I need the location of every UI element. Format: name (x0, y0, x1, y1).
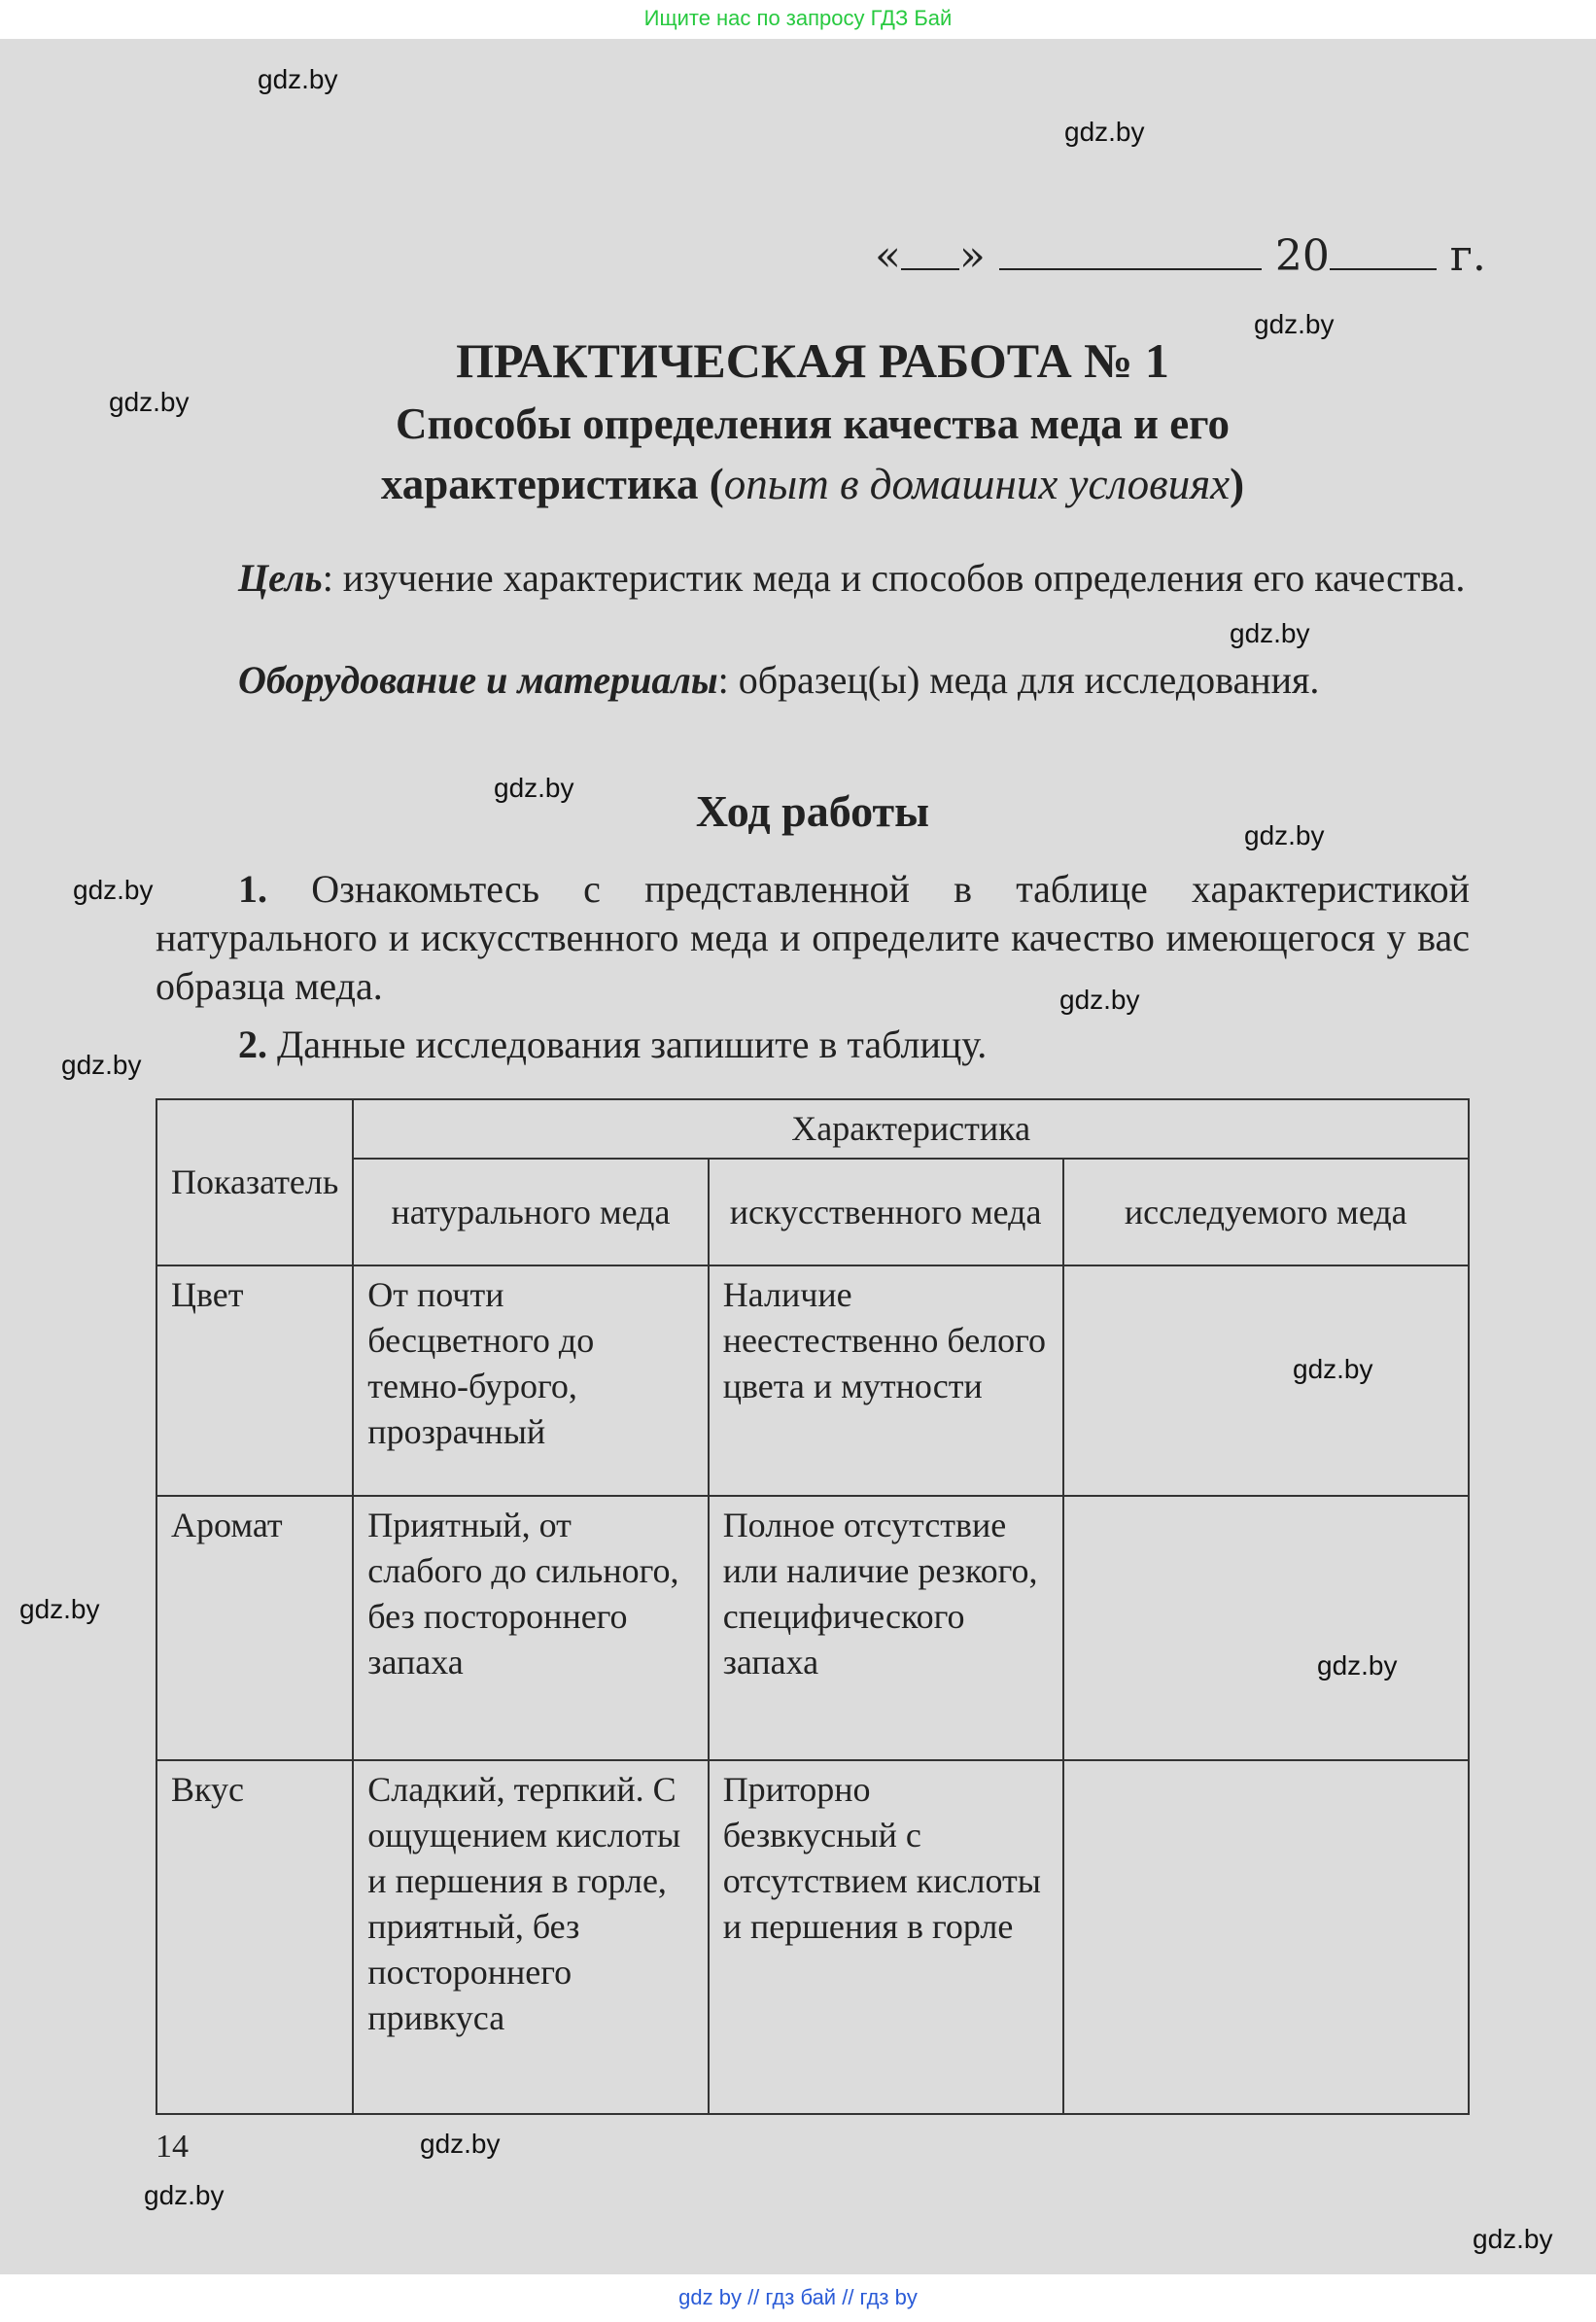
watermark: gdz.by (19, 1594, 100, 1624)
header-indicator: Показатель (156, 1099, 353, 1265)
watermark: gdz.by (1059, 985, 1140, 1015)
row-artificial: Полное отсутствие или наличие резкого, специфического запаха (709, 1496, 1063, 1760)
watermark: gdz.by (1293, 1354, 1373, 1384)
date-line (875, 231, 1486, 281)
procedure-heading: Ход работы (695, 786, 930, 836)
watermark: gdz.by (1254, 309, 1335, 339)
watermark: gdz.by (1244, 820, 1325, 850)
step-2-number: 2. (238, 1022, 267, 1066)
row-indicator: Цвет (156, 1265, 353, 1496)
goal-paragraph (156, 554, 1470, 603)
subtitle-line-1: Способы определения качества меда и его (395, 399, 1230, 448)
watermark: gdz.by (73, 875, 154, 905)
goal-text: : изучение характеристик меда и способов определения его качества. (322, 556, 1466, 600)
goal-label: Цель (238, 556, 323, 600)
date-close-quote: » (958, 231, 986, 281)
watermark: gdz.by (494, 773, 574, 803)
header-studied: исследуемого меда (1063, 1159, 1469, 1265)
watermark: gdz.by (258, 64, 338, 94)
watermark: gdz.by (420, 2129, 501, 2159)
row-studied[interactable] (1063, 1760, 1469, 2114)
row-natural: Сладкий, терпкий. С ощущением кислоты и першения в горле, приятный, без постороннего привкуса (353, 1760, 708, 2114)
table-row (156, 1760, 1469, 2114)
watermark: gdz.by (144, 2180, 225, 2210)
row-natural: Приятный, от слабого до сильного, без постороннего запаха (353, 1496, 708, 1760)
step-1-text: Ознакомьтесь с представленной в таблице характеристикой натурального и искусственного меда и определите качество имеющегося у вас образца меда. (156, 867, 1470, 1008)
subtitle-line-2: характеристика (опыт в домашних условиях) (380, 460, 1245, 508)
row-artificial: Приторно безвкусный с отсутствием кислоты и першения в горле (709, 1760, 1063, 2114)
page-title: ПРАКТИЧЕСКАЯ РАБОТА № 1 (456, 333, 1169, 388)
row-natural: От почти бесцветного до темно-бурого, прозрачный (353, 1265, 708, 1496)
top-banner: Ищите нас по запросу ГДЗ Бай (0, 0, 1596, 39)
date-open-quote: « (875, 231, 901, 281)
watermark: gdz.by (1473, 2224, 1553, 2254)
equipment-paragraph (156, 656, 1470, 705)
row-indicator: Аромат (156, 1496, 353, 1760)
watermark: gdz.by (61, 1050, 142, 1080)
watermark: gdz.by (1064, 117, 1145, 147)
row-studied[interactable] (1063, 1265, 1469, 1496)
row-artificial: Наличие неестественно белого цвета и мутности (709, 1265, 1063, 1496)
watermark: gdz.by (109, 387, 190, 417)
step-2 (156, 1021, 1470, 1069)
table-row (156, 1496, 1469, 1760)
equipment-label: Оборудование и материалы (238, 658, 718, 702)
date-year-suffix: г. (1449, 231, 1486, 281)
header-artificial: искусственного меда (709, 1159, 1063, 1265)
header-natural: натурального меда (353, 1159, 708, 1265)
date-year: 20 (1274, 231, 1330, 281)
watermark: gdz.by (1317, 1650, 1398, 1681)
bottom-banner[interactable]: gdz by // гдз бай // гдз by (0, 2274, 1596, 2322)
table-row (156, 1265, 1469, 1496)
table-subheader-row (156, 1159, 1469, 1265)
equipment-text: : образец(ы) меда для исследования. (717, 658, 1320, 702)
row-indicator: Вкус (156, 1760, 353, 2114)
table-header-row (156, 1099, 1469, 1159)
watermark: gdz.by (1230, 618, 1310, 648)
step-1-number: 1. (238, 867, 267, 911)
row-studied[interactable] (1063, 1496, 1469, 1760)
honey-characteristics-table (156, 1098, 1470, 2115)
page-subtitle (156, 394, 1470, 514)
page-number: 14 (156, 2129, 189, 2165)
step-1 (156, 865, 1470, 1011)
step-2-text: Данные исследования запишите в таблицу. (267, 1022, 988, 1066)
header-characteristic: Характеристика (353, 1099, 1469, 1159)
